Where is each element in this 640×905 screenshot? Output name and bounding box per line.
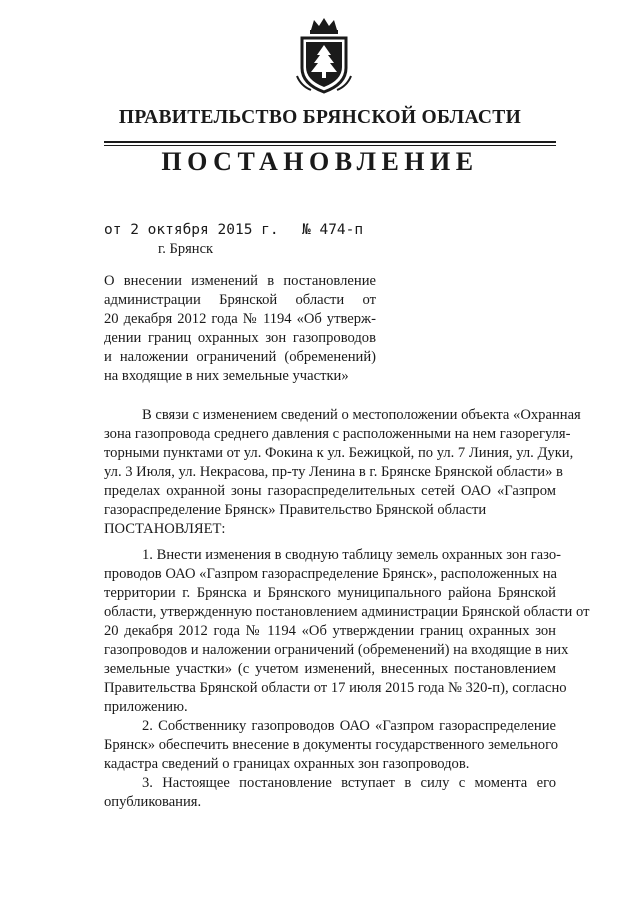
preamble-line: пределах охранной зоны газораспределительных сетей ОАО «Газпром: [104, 483, 556, 499]
header-rule-thin: [104, 145, 556, 146]
subject-line: дении границ охранных зон газопроводов: [104, 330, 376, 346]
subject-line: О внесении изменений в постановление: [104, 273, 376, 289]
item-1-line: 1. Внести изменения в сводную таблицу земель охранных зон газо-: [142, 547, 561, 563]
subject-line: и наложении ограничений (обременений): [104, 349, 376, 365]
item-1-line: приложению.: [104, 699, 188, 715]
item-1-line: территории г. Брянска и Брянского муниципального района Брянской: [104, 585, 556, 601]
item-1-line: области, утвержденную постановлением администрации Брянской области от: [104, 604, 590, 620]
item-3-line: 3. Настоящее постановление вступает в силу с момента его: [142, 775, 556, 791]
preamble-line: зона газопровода среднего давления с расположенными на нем газорегуля-: [104, 426, 571, 442]
preamble-line: В связи с изменением сведений о местоположении объекта «Охранная: [142, 407, 581, 423]
government-title: ПРАВИТЕЛЬСТВО БРЯНСКОЙ ОБЛАСТИ: [118, 107, 522, 128]
item-1-line: проводов ОАО «Газпром газораспределение Брянск», расположенных на: [104, 566, 558, 582]
date-prefix: от: [104, 222, 122, 238]
item-2-line: Брянск» обеспечить внесение в документы государственного земельного: [104, 737, 559, 753]
preamble-line: ул. 3 Июля, ул. Некрасова, пр-ту Ленина в г. Брянске Брянской области» в: [104, 464, 563, 480]
date-value: 2 октября 2015 г.: [130, 222, 279, 238]
item-1-line: газопроводов и наложении ограничений (обременений) на входящие в них: [104, 642, 569, 658]
document-city: г. Брянск: [158, 241, 214, 257]
item-1-line: 20 декабря 2012 года № 1194 «Об утверждении границ охранных зон: [104, 623, 556, 639]
item-1-line: земельные участки» (с учетом изменений, внесенных постановлением: [104, 661, 556, 677]
document-type: ПОСТАНОВЛЕНИЕ: [161, 147, 479, 176]
preamble-paragraph: [104, 406, 581, 539]
resolution-items: [104, 546, 590, 812]
subject-line: 20 декабря 2012 года № 1194 «Об утверж-: [104, 311, 376, 327]
document-subject: [104, 272, 376, 386]
document-number: № 474-п: [302, 222, 364, 238]
preamble-line: газораспределение Брянск» Правительство Брянской области: [104, 502, 487, 518]
document-date: [104, 222, 279, 238]
resolves-keyword: ПОСТАНОВЛЯЕТ:: [104, 521, 226, 537]
bryansk-coat-of-arms-icon: [293, 16, 355, 96]
item-2-line: кадастра сведений о границах охранных зон газопроводов.: [104, 756, 470, 772]
preamble-line: торными пунктами от ул. Фокина к ул. Бежицкой, по ул. 7 Линия, ул. Дуки,: [104, 445, 574, 461]
item-1-line: Правительства Брянской области от 17 июля 2015 года № 320-п), согласно: [104, 680, 567, 696]
item-2-line: 2. Собственнику газопроводов ОАО «Газпром газораспределение: [142, 718, 556, 734]
subject-line: администрации Брянской области от: [104, 292, 376, 308]
header-rule: [104, 141, 556, 143]
subject-line: на входящие в них земельные участки»: [104, 368, 349, 384]
item-3-line: опубликования.: [104, 794, 202, 810]
